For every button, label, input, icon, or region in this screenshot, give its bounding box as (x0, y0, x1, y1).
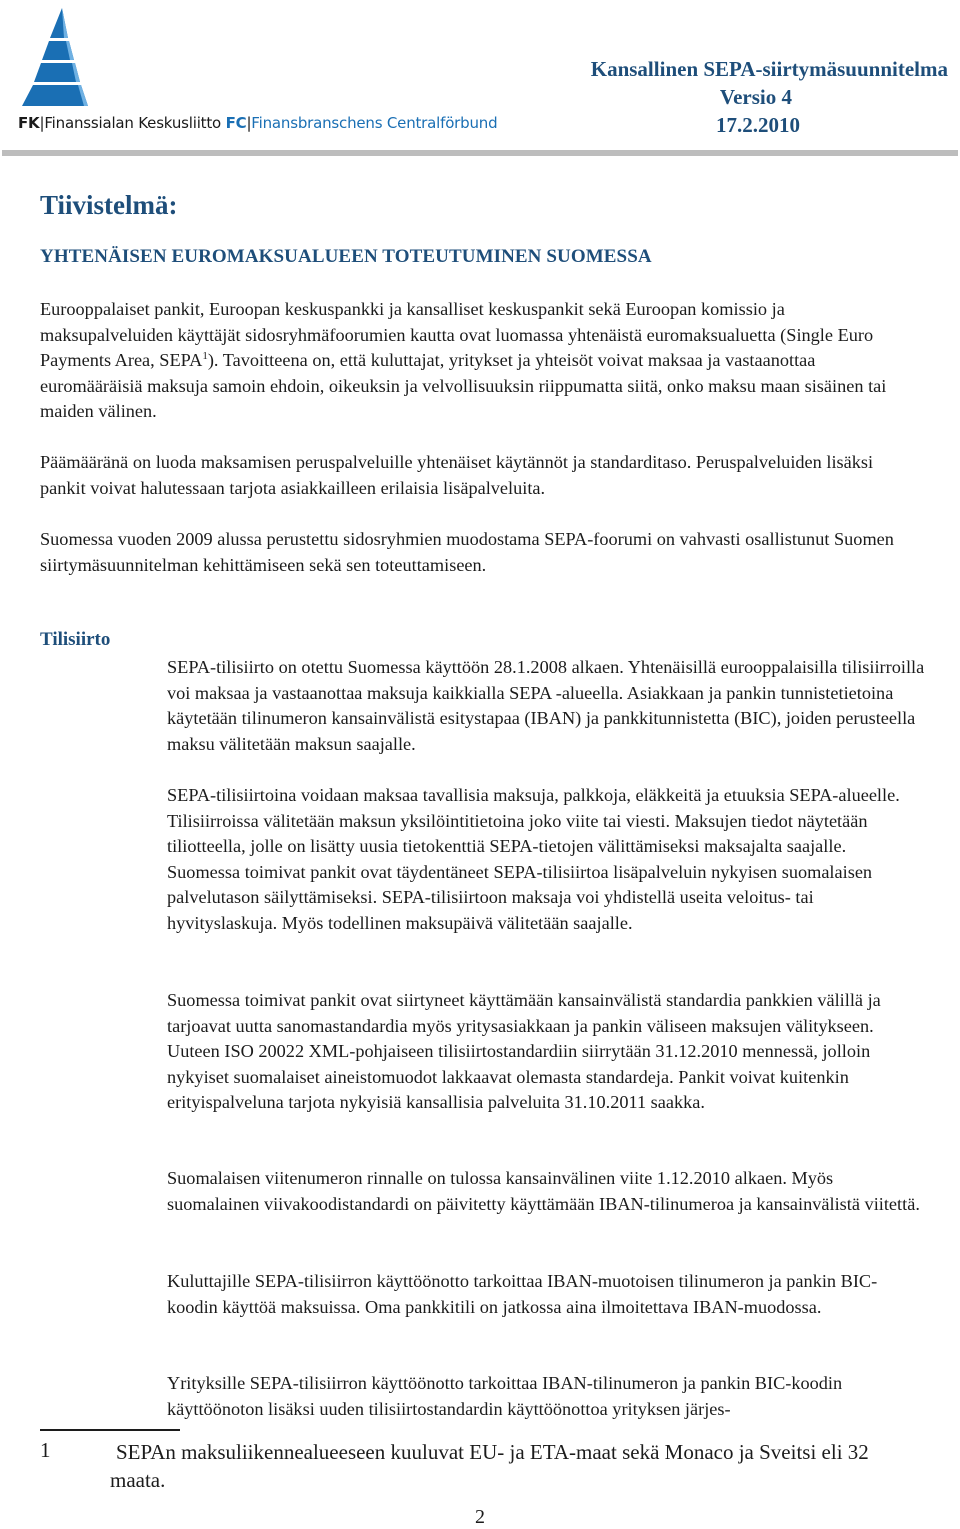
header-divider (2, 150, 958, 156)
summary-heading: Tiivistelmä: (40, 190, 178, 220)
footnote-ref: 1 (202, 350, 208, 363)
intro-paragraph-2: Päämääränä on luoda maksamisen peruspalveluille yhtenäiset käytännöt ja standarditaso. Peruspalveluiden lisäksi pankit voivat halutessaan tarjota asiakkailleen erilaisia lisäpalveluita. (40, 452, 874, 498)
tilisiirto-paragraph-4: Suomalaisen viitenumeron rinnalle on tulossa kansainvälinen viite 1.12.2010 alkaen. Myös suomalainen viivakoodistandardi on päivitetty käyttämään IBAN-tilinumeroa ja kansainvälistä viitettä. (167, 1168, 920, 1214)
tilisiirto-p2b: Suomessa toimivat pankit ovat täydentäneet SEPA-tilisiirtoa lisäpalveluin nykyisen suomalaisen palvelutason säilyttämiseksi. SEPA-tilisiirtoon maksaja voi yhdistellä useita veloitus- tai hyvityslaskuja. Myös todellinen maksupäivä välitetään saajalle. (167, 861, 873, 933)
footnote-divider (40, 1429, 180, 1431)
organization-name: FK|Finanssialan Keskusliitto FC|Finansbranschens Centralförbund (18, 114, 498, 132)
org-fc-name: Finansbranschens Centralförbund (251, 114, 498, 132)
document-title: Kansallinen SEPA-siirtymäsuunnitelma (590, 57, 948, 81)
document-date: 17.2.2010 (716, 113, 800, 137)
tilisiirto-paragraph-2 (167, 783, 927, 937)
intro-p1-part2: ). Tavoitteena on, että kuluttajat, yritykset ja yhteisöt voivat maksaa ja vastaanottaa euromääräisiä maksuja samoin ehdoin, oikeuksin ja velvollisuuksin riippumatta siitä, onko maksu maan sisäinen tai maiden välinen. (40, 350, 887, 422)
org-fk-abbr: FK (18, 114, 40, 132)
tilisiirto-paragraph-6: Yrityksille SEPA-tilisiirron käyttöönotto tarkoittaa IBAN-tilinumeron ja pankin BIC-koodin käyttöönoton lisäksi uuden tilisiirtostandardin käyttöönottoa yrityksen järjes- (167, 1373, 843, 1419)
summary-subheading: YHTENÄISEN EUROMAKSUALUEEN TOTEUTUMINEN SUOMESSA (40, 246, 652, 267)
document-version: Versio 4 (719, 85, 792, 109)
tilisiirto-p2a: SEPA-tilisiirtoina voidaan maksaa tavallisia maksuja, palkkoja, eläkkeitä ja etuuksia SEPA-alueelle. Tilisiirroissa välitetään maksun yksilöintitietoina joko viite tai viesti. Maksujen tiedot näytetään tiliotteella, jolle on lisätty uusia tietokenttiä SEPA-tietojen välittämiseksi maksajalta saajalle. (167, 785, 900, 857)
intro-paragraph-3: Suomessa vuoden 2009 alussa perustettu sidosryhmien muodostama SEPA-foorumi on vahvasti osallistunut Suomen siirtymäsuunnitelman kehittämiseen sekä sen toteuttamiseen. (40, 529, 894, 575)
footnote-number: 1 (40, 1438, 51, 1462)
org-fc-abbr: FC (225, 114, 247, 132)
fk-pyramid-logo-icon (20, 8, 90, 108)
intro-paragraph-1 (40, 297, 920, 425)
footnote-body: SEPAn maksuliikennealueeseen kuuluvat EU- ja ETA-maat sekä Monaco ja Sveitsi eli 32 maata. (110, 1440, 869, 1492)
tilisiirto-paragraph-5: Kuluttajille SEPA-tilisiirron käyttöönotto tarkoittaa IBAN-muotoisen tilinumeron ja pankin BIC-koodin käyttöä maksuissa. Oma pankkitili on jatkossa aina ilmoitettava IBAN-muodossa. (167, 1271, 878, 1317)
intro-p1-part1: Eurooppalaiset pankit, Euroopan keskuspankki ja kansalliset keskuspankit sekä Euroopan komissio ja maksupalveluiden käyttäjät sidosryhmäfoorumien kautta ovat luomassa yhtenäistä euromaksualuetta (Single Euro Payments Area, SEPA (40, 299, 874, 371)
section-label-tilisiirto: Tilisiirto (40, 629, 111, 650)
footnote-text (110, 1438, 920, 1494)
tilisiirto-paragraph-1: SEPA-tilisiirto on otettu Suomessa käyttöön 28.1.2008 alkaen. Yhtenäisillä eurooppalaisilla tilisiirroilla voi maksaa ja vastaanottaa maksuja kaikkialla SEPA -alueella. Asiakkaan ja pankin tunnistetietoina käytetään tilinumeron kansainvälistä esitystapaa (IBAN) ja pankkitunnistetta (BIC), joiden perusteella maksu välitetään maksun saajalle. (167, 657, 925, 754)
org-fk-name: Finanssialan Keskusliitto (44, 114, 221, 132)
page-number: 2 (475, 1506, 485, 1528)
tilisiirto-paragraph-3: Suomessa toimivat pankit ovat siirtyneet käyttämään kansainvälistä standardia pankkien välillä ja tarjoavat uutta sanomastandardia myös yritysasiakkaan ja pankin väliseen maksujen välitykseen. Uuteen ISO 20022 XML-pohjaiseen tilisiirtostandardiin siirrytään 31.12.2010 mennessä, jolloin nykyiset suomalaiset aineistomuodot lakkaavat olemasta standardeja. Pankit voivat kuitenkin erityispalveluna tarjota nykyisiä kansallisia palveluita 31.10.2011 saakka. (167, 990, 881, 1113)
